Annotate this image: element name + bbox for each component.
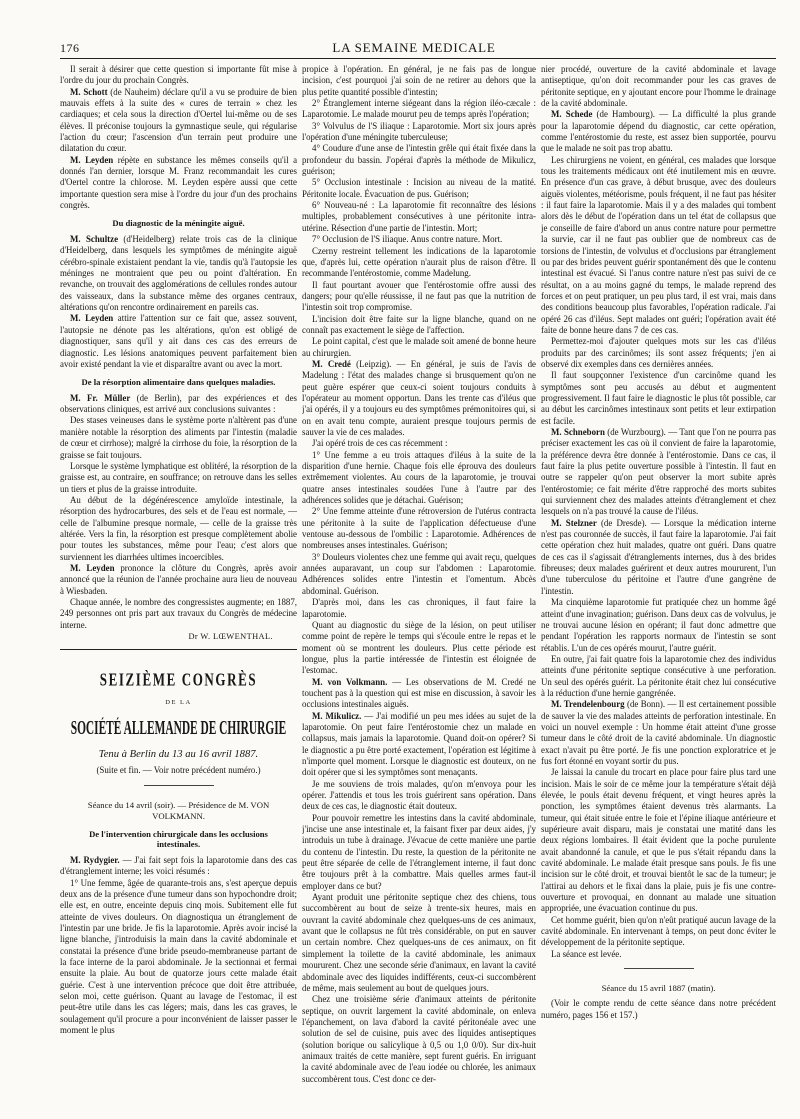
paragraph xyxy=(541,427,776,518)
paragraph-text: Je laissai la canule du trocart en place pour faire plus tard une incision. Mais le soir de ce même jour la température s'était déjà élevée, le pouls était devenu fréquent, et vingt heures après la ponction, les symptômes étaient devenus très alarmants. La tumeur, qui était située entre le foie et l'épine iliaque antérieure et supérieure avait disparu, mais je constatai une matité dans les deux régions lombaires. Il était évident que la poche purulente avait abandonné la canule, et que le pus s'était répandu dans la cavité abdominale. Le malade était presque sans pouls. Je fis une incision sur le côté droit, et trouvai bientôt le sac de la tumeur; je l'attirai au dehors et le fixai dans la plaie, puis je fis une contre-ouverture et provoquai, en donnant au malade une situation appropriée, une évacuation continue du pus. xyxy=(541,767,776,914)
paragraph-text: Ayant produit une péritonite septique chez des chiens, tous succombèrent au bout de seize à trente-six heures, mais en ouvrant la cavité abdominale chez quelques-uns de ces animaux, avant que le collapsus ne fût très considérable, on put en sauver un certain nombre. Chez quelques-uns de ces animaux, on fit simplement la toilette de la cavité abdominale, les animaux moururent. Chez une seconde série d'animaux, en lavant la cavité abdominale avec des liquides indifférents, ceux-ci succombèrent de même, mais seulement au bout de quelques jours. xyxy=(302,892,536,993)
paragraph-text: Czerny restreint tellement les indications de la laparotomie que, d'après lui, cette opération n'aurait plus de raison d'être. Il recommande l'entérostomie, comme Madelung. xyxy=(302,245,536,279)
paragraph xyxy=(302,506,536,551)
paragraph-text: Des stases veineuses dans le système porte n'altèrent pas d'une manière notable la résorption des aliments par l'intestin (maladie de cœur et cirrhose); malgré la cirrhose du foie, la résorption de la graisse se fait toujours. xyxy=(60,415,297,460)
paragraph xyxy=(541,654,776,699)
paragraph-text: Quant au diagnostic du siège de la lésion, on peut utiliser comme point de repère le temps qui s'écoule entre le repas et le moment où se montrent les douleurs. Plus cette période est longue, plus la partie intéressée de l'intestin est éloignée de l'estomac. xyxy=(302,619,536,676)
society-title: SOCIÉTÉ ALLEMANDE DE CHIRURGIE xyxy=(70,717,287,740)
paragraph xyxy=(302,336,536,359)
paragraph-text: J'ai opéré trois de ces cas récemment : xyxy=(312,438,448,449)
paragraph xyxy=(541,767,776,914)
paragraph xyxy=(60,855,297,878)
paragraph-text: — J'ai fait sept fois la laparotomie dans des cas d'étranglement interne; les voici résumés : xyxy=(60,854,297,877)
paragraph xyxy=(302,813,536,892)
paragraph-text: 5° Occlusion intestinale : Incision au niveau de la matité. Péritonite locale. Évacuation de pus. Guérison; xyxy=(302,177,536,199)
paragraph xyxy=(541,370,776,427)
paragraph-text: Les chirurgiens ne voient, en général, ces malades que lorsque tous les traitements médicaux ont été inutilement mis en œuvre. En présence d'un cas grave, à début brusque, avec des douleurs aiguës violentes, météorisme, pouls fréquent, il ne faut pas hésiter : il faut faire la laparotomie. Mais il y a des malades qui tombent alors dès le début de l'opération dans un tel état de collapsus que je conseille de faire d'abord un anus contre nature pour permettre la survie, car il ne faut pas oublier que de nombreux cas de torsions de l'intestin, de volvulus et d'occlusions par étranglement ou par des brides peuvent guérir spontanément dès que le contenu intestinal est évacué. Si l'anus contre nature n'est pas suivi de ce résultat, on a au moins gagné du temps, le malade reprend des forces et on peut pratiquer, un peu plus tard, il est vrai, mais dans des conditions beaucoup plus favorables, l'opération radicale. J'ai opéré 26 cas d'iléus. Sept malades ont guéri; l'opération avait été faite de bonne heure dans 7 de ces cas. xyxy=(541,154,776,335)
paragraph-text: (de Hambourg). — La difficulté la plus grande pour la laparotomie dépend du diagnostic, car cette opération, comme l'entérostomie du reste, est assez bien supportée, pourvu que le malade ne soit pas trop abattu. xyxy=(541,109,776,154)
paragraph-text: propice à l'opération. En général, je ne fais pas de longue incision, c'est pourquoi j'ai soin de ne retirer au dehors que la plus petite quantité possible d'intestin; xyxy=(302,64,536,97)
paragraph-text: Chaque année, le nombre des congressistes augmente; en 1887, 249 personnes ont pris part aux travaux du Congrès de médecine interne. xyxy=(60,596,297,630)
paragraph xyxy=(302,234,536,245)
paragraph-text: prononce la clôture du Congrès, après avoir annoncé que la réunion de l'année prochaine aura lieu de nouveau à Wiesbaden. xyxy=(60,562,297,596)
paragraph-text: Pour pouvoir remettre les intestins dans la cavité abdominale, j'incise une anse intestinale et, la faisant fixer par deux aides, j'y introduis un tube à drainage. J'évacue de cette manière une partie du contenu de l'intestin. Du reste, la question de la péritonite ne peut être séparée de celle de l'étranglement interne, il faut donc être toujours prêt à la combattre. Mais quelles armes faut-il employer dans ce but? xyxy=(302,812,536,891)
section-rule xyxy=(60,649,297,650)
paragraph xyxy=(541,998,776,1021)
paragraph-text: — Les observations de M. Credé ne touchent pas à la question qui est mise en discussion, à savoir les occlusions intestinales aiguës. xyxy=(302,676,536,710)
paragraph-text: Cet homme guérit, bien qu'on n'eût pratiqué aucun lavage de la cavité abdominale. En intervenant à temps, on peut donc éviter le développement de la péritonite septique. xyxy=(541,914,776,948)
paragraph xyxy=(60,313,297,370)
congress-title: SEIZIÈME CONGRÈS xyxy=(99,669,258,690)
paragraph xyxy=(60,64,297,87)
speaker-name: M. Fr. Müller xyxy=(70,392,131,403)
paragraph-text: 7° Occlusion de l'S iliaque. Anus contre nature. Mort. xyxy=(312,234,503,245)
paragraph xyxy=(60,597,297,631)
paragraph xyxy=(302,779,536,813)
paragraph-text: (de Wurzbourg). — Tant que l'on ne pourra pas préciser exactement les cas où il convient de faire la laparotomie, la préférence devra être donnée à l'entérostomie. Dans ce cas, il faut faire la plus petite ouverture possible à l'intestin. Il faut en outre se rappeler qu'on peut observer la mort subite après l'entérostomie; ce fait mérite d'être rapproché des morts subites qui surviennent chez des malades atteints d'étranglement et chez lesquels on n'a pas trouvé la cause de l'iléus. xyxy=(541,427,776,517)
paragraph-text: (Leipzig). — En général, je suis de l'avis de Madelung : l'état des malades change si brusquement qu'on ne peut guère espérer que ceux-ci soient toujours conduits à l'opérateur au moment opportun. Dans les trente cas d'iléus que j'ai opérés, il y a toujours eu des symptômes prémonitoires qui, si on en avait tenu compte, auraient presque toujours permis de sauver la vie de ces malades. xyxy=(302,358,536,437)
speaker-name: M. Stelzner xyxy=(551,517,597,528)
paragraph-text: 6° Nouveau-né : La laparotomie fit reconnaître des lésions multiples, probablement consécutives à une péritonite intra-utérine. Résection d'une partie de l'intestin. Mort; xyxy=(302,200,536,233)
paragraph xyxy=(541,336,776,370)
signature: Dr W. LŒWENTHAL. xyxy=(188,632,273,641)
paragraph xyxy=(541,155,776,337)
paragraph xyxy=(541,597,776,654)
page-number: 176 xyxy=(60,41,80,55)
paragraph xyxy=(302,438,536,449)
paragraph-text: Au début de la dégénérescence amyloïde intestinale, la résorption des hydrocarbures, des sels et de l'eau est normale, — celle de l'albumine presque normale, — celle de la graisse très altérée. Vers la fin, la résorption est presque complètement abolie pour toutes les substances, même pour l'eau; c'est alors que surviennent les diarrhées ultimes incoercibles. xyxy=(60,494,297,562)
paragraph xyxy=(302,892,536,994)
congress-title-article: DE LA xyxy=(165,698,192,706)
paragraph-text: D'après moi, dans les cas chroniques, il faut faire la laparotomie. xyxy=(302,597,536,619)
paragraph-text: Lorsque le système lymphatique est oblitéré, la résorption de la graisse est, au contraire, en souffrance; on retrouve dans les selles un tiers et plus de la graisse introduite. xyxy=(60,460,297,494)
paragraph xyxy=(541,949,776,960)
paragraph-text: Chez une troisième série d'animaux atteints de péritonite septique, on ouvrit largement la cavité abdominale, on enleva l'épanchement, on lava d'abord la cavité péritonéale avec une solution de sel de cuisine, puis avec des liquides antiseptiques (solution borique ou salicylique à 0,5 ou 1,0 0/0). Sur dix-huit animaux traités de cette manière, sept furent guéris. En irriguant la cavité abdominale avec de l'eau iodée ou chlorée, les animaux succombèrent tous. C'est donc ce der- xyxy=(302,994,536,1084)
paragraph-text: nier procédé, ouverture de la cavité abdominale et lavage antiseptique, qu'on doit recommander pour les cas graves de péritonite septique, en y ajoutant encore pour l'homme le drainage de la cavité abdominale. xyxy=(541,64,776,109)
column-2 xyxy=(302,64,536,1114)
paragraph xyxy=(302,711,536,779)
paragraph xyxy=(302,200,536,234)
paragraph-text: (de Bonn). — Il est certainement possible de sauver la vie des malades atteints de perforation intestinale. En voici un nouvel exemple : Un homme était atteint d'une grosse tumeur dans le côté droit de la cavité abdominale. Un diagnostic exact n'avait pu être porté. Je fis une ponction exploratrice et je fus fort étonné en voyant sortir du pus. xyxy=(541,699,776,766)
speaker-name: M. Schott xyxy=(70,86,108,97)
paragraph xyxy=(541,64,776,109)
paragraph-text: Il faut soupçonner l'existence d'un carcinôme quand les symptômes sont peu accusés au début et augmentent progressivement. Il faut faire le diagnostic le plus tôt possible, car au début les carcinômes intestinaux sont petits et leur extirpation est facile. xyxy=(541,370,776,426)
paragraph-text: (Voir le compte rendu de cette séance dans notre précédent numéro, pages 156 et 157.) xyxy=(541,998,776,1020)
speaker-name: M. Schede xyxy=(551,109,593,120)
paragraph-text: Le point capital, c'est que le malade soit amené de bonne heure au chirurgien. xyxy=(302,336,536,358)
continuation-note: (Suite et fin. — Voir notre précédent numéro.) xyxy=(96,765,261,776)
paragraph xyxy=(60,495,297,563)
paragraph-text: (de Dresde). — Lorsque la médication interne n'est pas couronnée de succès, il faut faire la laparotomie. J'ai fait cette opération chez huit malades, quatre ont guéri. Dans quatre de ces cas il s'agissait d'étranglements internes, dus à des brides fibreuses; deux malades guérirent et deux autres moururent, l'un d'une tuberculose du péritoine et l'autre d'une gangrène de l'intestin. xyxy=(541,517,776,596)
paragraph xyxy=(60,155,297,212)
paragraph xyxy=(60,415,297,460)
paragraph xyxy=(541,109,776,154)
speaker-name: M. Schultze xyxy=(70,234,119,245)
header-rule xyxy=(60,58,776,59)
paragraph xyxy=(302,246,536,280)
journal-title: LA SEMAINE MEDICALE xyxy=(332,40,496,55)
paragraph xyxy=(60,563,297,597)
speaker-name: M. Schneborn xyxy=(551,427,605,437)
speaker-name: M. Mikulicz. xyxy=(312,710,362,721)
paragraph xyxy=(302,143,536,177)
paragraph-text: 2° Étranglement interne siégeant dans la région iléo-cæcale : Laparotomie. Le malade mourut peu de temps après l'opération; xyxy=(302,98,536,120)
section-heading: De la résorption alimentaire dans quelques maladies. xyxy=(81,377,276,388)
paragraph-text: Je me souviens de trois malades, qu'on m'envoya pour les opérer. J'attendis et tous les trois guérirent sans opération. Dans deux de ces cas, le diagnostic était douteux. xyxy=(302,778,536,812)
paragraph xyxy=(302,359,536,438)
paragraph-text: 3° Volvulus de l'S iliaque : Laparotomie. Mort six jours après l'opération d'une méningite tuberculeuse; xyxy=(302,120,536,143)
paragraph-text: Ma cinquième laparotomie fut pratiquée chez un homme âgé atteint d'une invagination; guérison. Dans deux cas de volvulus, je ne trouvai aucune lésion en opérant; il faut donc admettre que pendant l'opération les rapports normaux de l'intestin se sont rétablis. L'un de ces opérés mourut, l'autre guérit. xyxy=(541,597,776,653)
paragraph xyxy=(302,280,536,314)
paragraph-text: (d'Heidelberg) relate trois cas de la clinique d'Heidelberg, dans lesquels les symptômes de méningite aiguë cérébro-spinale existaient pendant la vie, tandis qu'à l'autopsie les méninges ne montraient que peu ou point d'altération. En revanche, on trouvait des agglomérations de cellules rondes autour des vaisseaux, dans la substance même des organes centraux, altérations qu'on rencontre ordinairement en pareils cas. xyxy=(60,234,297,313)
paragraph-text: 3° Douleurs violentes chez une femme qui avait reçu, quelques années auparavant, un coup sur l'abdomen : Laparotomie. Adhérences solides entre l'intestin et l'omentum. Abcès abdominal. Guérison. xyxy=(302,551,536,596)
short-rule xyxy=(144,785,214,786)
paragraph xyxy=(60,878,297,1037)
congress-dates: Tenu à Berlin du 13 au 16 avril 1887. xyxy=(98,749,259,761)
paragraph-text: répète en substance les mêmes conseils qu'il a donnés l'an dernier, lorsque M. Franz recommandait les cures d'Oertel contre la chlorose. M. Leyden espère aussi que cette importante question sera mise à l'ordre du jour d'un des prochains congrès. xyxy=(60,154,297,211)
speaker-name: M. Credé xyxy=(312,358,351,369)
paragraph xyxy=(541,699,776,767)
paragraph xyxy=(302,677,536,711)
paragraph xyxy=(302,552,536,597)
paragraph xyxy=(302,994,536,1085)
paragraph-text: (de Berlin), par des expériences et des observations cliniques, est arrivé aux conclusions suivantes : xyxy=(60,392,297,415)
section-heading: De l'intervention chirurgicale dans les occlusions intestinales. xyxy=(89,828,268,850)
paragraph xyxy=(302,177,536,200)
paragraph-text: (de Nauheim) déclare qu'il a vu se produire de bien mauvais effets à la suite des « cures de terrain » chez les cardiaques; et cela sous la direction d'Oertel lui-même ou de ses élèves. Il préconise toujours la gymnastique seule, qui régularise l'action du cœur; l'ascension d'un terrain peut produire une dilatation du cœur. xyxy=(60,86,297,154)
paragraph xyxy=(302,597,536,620)
session-line: Séance du 14 avril (soir). — Présidence de M. VON VOLKMANN. xyxy=(87,799,270,821)
paragraph-text: 1° Une femme, âgée de quarante-trois ans, s'est aperçue depuis deux ans de la présence d'une tumeur dans son hypochondre droit; elle est, en outre, enceinte depuis cinq mois. Subitement elle fut atteinte de vives douleurs. On diagnostiqua un étranglement de l'intestin par une bride. Je fis la laparotomie. Après avoir incisé la ligne blanche, j'introduisis la main dans la cavité abdominale et constatai la présence d'une bride pseudo-membraneuse partant de la face interne de la paroi abdominale. Je la sectionnai et fermai ensuite la plaie. Au bout de quatorze jours cette malade était guérie. C'est à une intervention précoce que doit être attribuée, selon moi, cette guérison. Quant au lavage de l'estomac, il est peut-être utile dans les cas légers; mais, dans les cas graves, le soulagement qu'il procure a pour inconvénient de laisser passer le moment le plus xyxy=(60,877,297,1036)
speaker-name: M. Leyden xyxy=(70,313,114,324)
column-3 xyxy=(541,64,776,1114)
speaker-name: M. Trendelenbourg xyxy=(551,699,625,710)
paragraph-text: Il serait à désirer que cette question si importante fût mise à l'ordre du jour du prochain Congrès. xyxy=(60,64,297,86)
paragraph xyxy=(302,620,536,677)
paragraph xyxy=(302,314,536,337)
paragraph xyxy=(541,915,776,949)
paragraph xyxy=(302,98,536,121)
paragraph xyxy=(60,393,297,416)
paragraph xyxy=(60,461,297,495)
paragraph-text: — J'ai modifié un peu mes idées au sujet de la laparotomie. On peut faire l'entérostomie chez un malade en collapsus, mais jamais la laparotomie. Quand doit-on opérer? Si le diagnostic a pu être porté exactement, l'opération est légitime à n'importe quel moment. Lorsque le diagnostic est douteux, on ne doit opérer que si les symptômes sont menaçants. xyxy=(302,710,536,778)
paragraph xyxy=(302,64,536,98)
paragraph-text: attire l'attention sur ce fait que, assez souvent, l'autopsie ne dénote pas les altérations, qu'on est obligé de diagnostiquer, sans qu'il y ait dans ces cas des erreurs de diagnostic. Les lésions anatomiques peuvent parfaitement bien avoir existé pendant la vie et disparaître avant ou avec la mort. xyxy=(60,313,297,369)
section-heading: Du diagnostic de la méningite aiguë. xyxy=(112,218,245,229)
paragraph-text: La séance est levée. xyxy=(551,948,622,959)
paragraph-text: Il faut pourtant avouer que l'entérostomie offre aussi des dangers; pour qu'elle réussisse, il ne faut pas que la nutrition de l'intestin soit trop compromise. xyxy=(302,279,536,313)
paragraph xyxy=(60,234,297,313)
paragraph-text: 2° Une femme atteinte d'une rétroversion de l'utérus contracta une péritonite à la suite de l'application défectueuse d'une ventouse au-dessous de l'ombilic : Laparotomie. Adhérences de nombreuses anses intestinales. Guérison; xyxy=(302,506,536,551)
short-rule xyxy=(624,968,694,969)
session-line: Séance du 15 avril 1887 (matin). xyxy=(601,983,716,994)
speaker-name: M. Rydygier. xyxy=(70,854,120,865)
paragraph xyxy=(541,518,776,597)
paragraph xyxy=(302,450,536,507)
paragraph-text: Permettez-moi d'ajouter quelques mots sur les cas d'iléus produits par des carcinômes; ils sont assez fréquents; j'en ai observé dix exemples dans ces dernières années. xyxy=(541,336,776,369)
speaker-name: M. Leyden xyxy=(70,154,114,165)
paragraph-text: En outre, j'ai fait quatre fois la laparotomie chez des individus atteints d'une péritonite septique consécutive à une perforation. Un seul des opérés guérit. La péritonite était chez lui consécutive à la réduction d'une hernie gangrénée. xyxy=(541,653,776,698)
paragraph-text: 1° Une femme a eu trois attaques d'iléus à la suite de la disparition d'une hernie. Chaque fois elle éprouva des douleurs extrêmement violentes. Au cours de la laparotomie, je trouvai quatre anses intestinales soudées l'une à l'autre par des adhérences solides que je détachai. Guérison; xyxy=(302,449,536,506)
paragraph xyxy=(60,87,297,155)
paragraph xyxy=(302,121,536,144)
paragraph-text: L'incision doit être faite sur la ligne blanche, quand on ne connaît pas exactement le siège de l'affection. xyxy=(302,313,536,335)
speaker-name: M. Leyden xyxy=(70,562,115,573)
speaker-name: M. von Volkmann. xyxy=(312,676,388,687)
paragraph-text: 4° Coudure d'une anse de l'intestin grêle qui était fixée dans la profondeur du bassin. J'opérai d'après la méthode de Mikulicz, guérison; xyxy=(302,143,536,177)
column-1 xyxy=(60,64,297,1114)
